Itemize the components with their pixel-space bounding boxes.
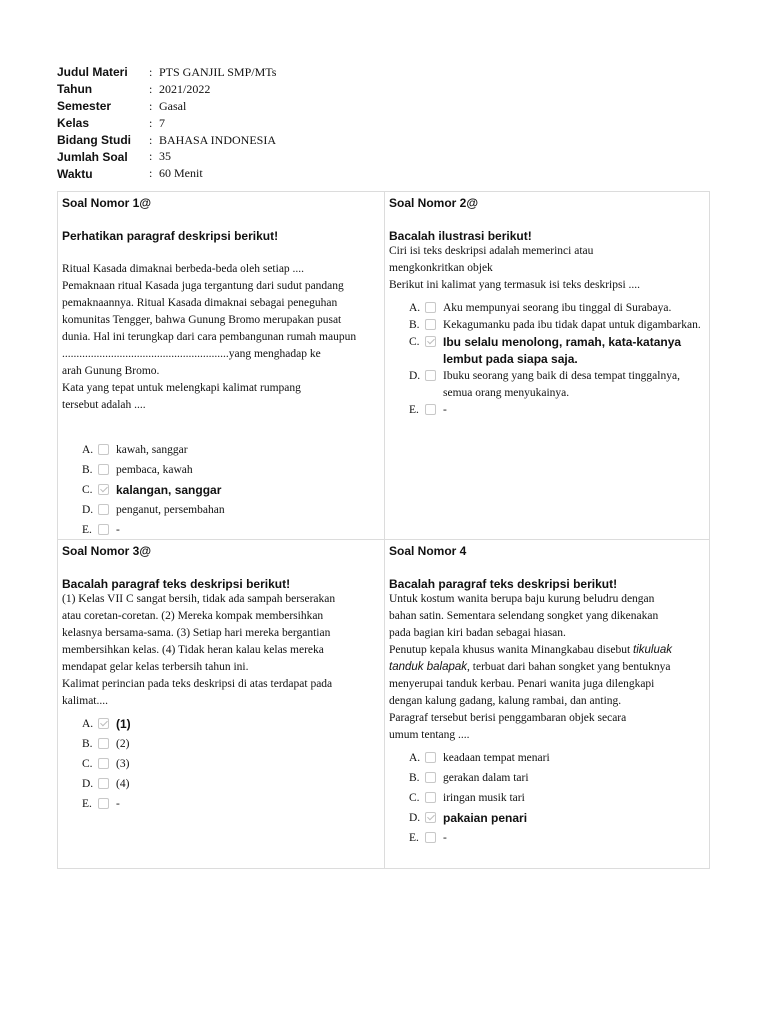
- italic-term: tanduk balapak: [389, 661, 468, 673]
- checkbox-icon[interactable]: [98, 524, 109, 535]
- meta-key: Jumlah Soal: [57, 149, 128, 164]
- option-letter: A.: [82, 718, 94, 730]
- option-c[interactable]: [82, 482, 380, 502]
- meta-key: Kelas: [57, 116, 90, 131]
- question-instruction: Bacalah paragraf teks deskripsi berikut!: [389, 577, 618, 591]
- checkbox-icon[interactable]: [98, 798, 109, 809]
- text-line: Untuk kostum wanita berupa baju kurung beludru dengan: [389, 593, 655, 605]
- text-line: bahan satin. Sementara selendang songket yang dikenakan: [389, 610, 659, 622]
- option-letter: B.: [409, 772, 420, 784]
- text-line: dengan kalung gadang, kalung rambai, dan anting.: [389, 695, 622, 707]
- question-text: [62, 261, 380, 414]
- checkbox-icon[interactable]: [425, 832, 436, 843]
- text-line: Ritual Kasada dimaknai berbeda-beda oleh setiap ....: [62, 263, 305, 275]
- text-line: umum tentang ....: [389, 729, 470, 741]
- option-a[interactable]: [82, 716, 380, 736]
- text-line: kelasnya bersama-sama. (3) Setiap hari mereka bergantian: [62, 627, 331, 639]
- grid-divider-vertical: [384, 192, 385, 868]
- option-text: keadaan tempat menari: [443, 752, 550, 764]
- checked-checkbox-icon[interactable]: [98, 718, 109, 729]
- checkbox-icon[interactable]: [98, 758, 109, 769]
- meta-row-judul: [57, 64, 457, 81]
- meta-value: PTS GANJIL SMP/MTs: [159, 64, 277, 79]
- option-b[interactable]: [82, 462, 380, 482]
- text-line: arah Gunung Bromo.: [62, 365, 160, 377]
- question-instruction: Bacalah ilustrasi berikut!: [389, 229, 532, 243]
- option-letter: A.: [82, 444, 94, 456]
- question-text: [389, 243, 707, 294]
- option-text-selected: (1): [116, 717, 131, 731]
- text-segment: Penutup kepala khusus wanita Minangkabau disebut: [389, 644, 634, 656]
- option-text-selected: kalangan, sanggar: [116, 483, 222, 497]
- option-text-selected: pakaian penari: [443, 811, 528, 825]
- option-text: Kekagumanku pada ibu tidak dapat untuk digambarkan.: [443, 319, 701, 331]
- meta-value: 60 Menit: [159, 166, 203, 181]
- option-c[interactable]: [409, 334, 707, 368]
- option-text-selected: Ibu selalu menolong, ramah, kata-katanya lembut pada siapa saja.: [443, 335, 682, 366]
- answer-options: [82, 442, 380, 542]
- answer-options: [82, 716, 380, 816]
- text-line: menyerupai tanduk kerbau. Penari wanita juga dilengkapi: [389, 678, 655, 690]
- option-letter: C.: [409, 336, 420, 348]
- text-line: membersihkan kelas. (4) Tidak heran kalau kelas mereka: [62, 644, 324, 656]
- meta-key: Waktu: [57, 166, 93, 181]
- option-text: -: [443, 832, 447, 844]
- meta-value: 7: [159, 115, 165, 130]
- option-text: (4): [116, 778, 130, 790]
- checkbox-icon[interactable]: [98, 504, 109, 515]
- checkbox-icon[interactable]: [425, 772, 436, 783]
- text-line: (1) Kelas VII C sangat bersih, tidak ada sampah berserakan: [62, 593, 336, 605]
- option-a[interactable]: [409, 750, 707, 770]
- option-text: iringan musik tari: [443, 792, 525, 804]
- text-line: ..........................................................yang menghadap ke: [62, 348, 321, 360]
- meta-key: Judul Materi: [57, 65, 128, 80]
- text-line: Paragraf tersebut berisi penggambaran objek secara: [389, 712, 627, 724]
- checkbox-icon[interactable]: [425, 370, 436, 381]
- checkbox-icon[interactable]: [98, 444, 109, 455]
- option-c[interactable]: [409, 790, 707, 810]
- text-line: dunia. Hal ini terungkap dari cara pembangunan rumah maupun: [62, 331, 357, 343]
- text-line: mengkonkritkan objek: [389, 262, 493, 274]
- option-b[interactable]: [409, 317, 707, 334]
- checkbox-icon[interactable]: [425, 302, 436, 313]
- option-d[interactable]: [409, 810, 707, 830]
- text-segment: , terbuat dari bahan songket yang bentuknya: [467, 661, 671, 673]
- text-line: Kata yang tepat untuk melengkapi kalimat rumpang: [62, 382, 301, 394]
- option-e[interactable]: [82, 796, 380, 816]
- option-letter: E.: [409, 832, 419, 844]
- option-text: Aku mempunyai seorang ibu tinggal di Surabaya.: [443, 302, 672, 314]
- option-text: kawah, sanggar: [116, 444, 188, 456]
- meta-row-tahun: [57, 81, 457, 98]
- text-line: Ciri isi teks deskripsi adalah memerinci atau: [389, 245, 594, 257]
- option-d[interactable]: [409, 368, 707, 402]
- checkbox-icon[interactable]: [425, 752, 436, 763]
- text-line: mendapat gelar kelas terbersih tahun ini.: [62, 661, 249, 673]
- option-letter: D.: [82, 778, 94, 790]
- checked-checkbox-icon[interactable]: [425, 812, 436, 823]
- answer-options: [409, 300, 707, 419]
- italic-term: tikuluak: [633, 644, 673, 656]
- meta-key: Semester: [57, 99, 112, 114]
- exam-metadata: [57, 64, 457, 182]
- meta-value: 2021/2022: [159, 81, 211, 96]
- option-e[interactable]: [409, 830, 707, 850]
- option-text: (2): [116, 738, 130, 750]
- question-2: [389, 196, 707, 419]
- option-text: gerakan dalam tari: [443, 772, 529, 784]
- text-line: tersebut adalah ....: [62, 399, 146, 411]
- text-line: kalimat....: [62, 695, 108, 707]
- text-line: [389, 659, 707, 676]
- text-line: Kalimat perincian pada teks deskripsi di atas terdapat pada: [62, 678, 333, 690]
- text-line: komunitas Tengger, bahwa Gunung Bromo merupakan pusat: [62, 314, 342, 326]
- option-letter: A.: [409, 302, 421, 314]
- option-letter: E.: [409, 404, 419, 416]
- meta-value: 35: [159, 149, 171, 164]
- option-letter: C.: [82, 484, 93, 496]
- option-e[interactable]: [409, 402, 707, 419]
- option-letter: B.: [409, 319, 420, 331]
- text-line: pemaknaannya. Ritual Kasada dimaknai sebagai peneguhan: [62, 297, 338, 309]
- question-text: [389, 591, 707, 744]
- question-instruction: Perhatikan paragraf deskripsi berikut!: [62, 229, 279, 243]
- option-letter: C.: [82, 758, 93, 770]
- meta-separator: :: [149, 132, 153, 147]
- option-c[interactable]: [82, 756, 380, 776]
- option-text: pembaca, kawah: [116, 464, 193, 476]
- option-b[interactable]: [409, 770, 707, 790]
- option-d[interactable]: [82, 776, 380, 796]
- meta-value: BAHASA INDONESIA: [159, 132, 277, 147]
- option-letter: B.: [82, 738, 93, 750]
- checkbox-icon[interactable]: [98, 778, 109, 789]
- question-grid: [57, 191, 710, 869]
- option-text: (3): [116, 758, 130, 770]
- option-letter: D.: [409, 370, 421, 382]
- question-3: [62, 544, 380, 816]
- checked-checkbox-icon[interactable]: [425, 336, 436, 347]
- option-text: -: [116, 798, 120, 810]
- question-4: [389, 544, 707, 850]
- question-1: [62, 196, 380, 542]
- meta-separator: :: [149, 98, 153, 113]
- option-a[interactable]: [82, 442, 380, 462]
- question-instruction: Bacalah paragraf teks deskripsi berikut!: [62, 577, 291, 591]
- option-letter: B.: [82, 464, 93, 476]
- text-line: atau coretan-coretan. (2) Mereka kompak membersihkan: [62, 610, 324, 622]
- option-a[interactable]: [409, 300, 707, 317]
- text-line: pada bagian kiri badan sebagai hiasan.: [389, 627, 566, 639]
- option-e[interactable]: [82, 522, 380, 542]
- option-text: -: [443, 404, 447, 416]
- option-letter: E.: [82, 524, 92, 536]
- question-title: Soal Nomor 3@: [62, 544, 152, 558]
- option-letter: D.: [409, 812, 421, 824]
- text-line: [389, 642, 707, 659]
- meta-value: Gasal: [159, 98, 187, 113]
- text-line: Berikut ini kalimat yang termasuk isi teks deskripsi ....: [389, 279, 641, 291]
- meta-row-bidang-studi: [57, 132, 457, 149]
- question-title: Soal Nomor 4: [389, 544, 467, 558]
- meta-row-semester: [57, 98, 457, 115]
- question-title: Soal Nomor 1@: [62, 196, 152, 210]
- meta-separator: :: [149, 64, 153, 79]
- option-letter: E.: [82, 798, 92, 810]
- meta-row-kelas: [57, 115, 457, 132]
- meta-separator: :: [149, 81, 153, 96]
- answer-options: [409, 750, 707, 850]
- meta-separator: :: [149, 115, 153, 130]
- option-b[interactable]: [82, 736, 380, 756]
- checkbox-icon[interactable]: [98, 464, 109, 475]
- option-d[interactable]: [82, 502, 380, 522]
- option-letter: A.: [409, 752, 421, 764]
- question-text: [62, 591, 380, 710]
- option-letter: C.: [409, 792, 420, 804]
- option-text: penganut, persembahan: [116, 504, 225, 516]
- question-title: Soal Nomor 2@: [389, 196, 479, 210]
- checkbox-icon[interactable]: [425, 404, 436, 415]
- checkbox-icon[interactable]: [425, 319, 436, 330]
- option-text: -: [116, 524, 120, 536]
- meta-separator: :: [149, 149, 153, 164]
- meta-key: Bidang Studi: [57, 133, 131, 147]
- meta-key: Tahun: [57, 82, 93, 97]
- option-letter: D.: [82, 504, 94, 516]
- meta-row-jumlah-soal: [57, 148, 457, 165]
- checked-checkbox-icon[interactable]: [98, 484, 109, 495]
- option-text: Ibuku seorang yang baik di desa tempat tinggalnya, semua orang menyukainya.: [443, 370, 680, 399]
- checkbox-icon[interactable]: [98, 738, 109, 749]
- meta-separator: :: [149, 166, 153, 181]
- text-line: Pemaknaan ritual Kasada juga tergantung dari sudut pandang: [62, 280, 344, 292]
- meta-row-waktu: [57, 165, 457, 182]
- checkbox-icon[interactable]: [425, 792, 436, 803]
